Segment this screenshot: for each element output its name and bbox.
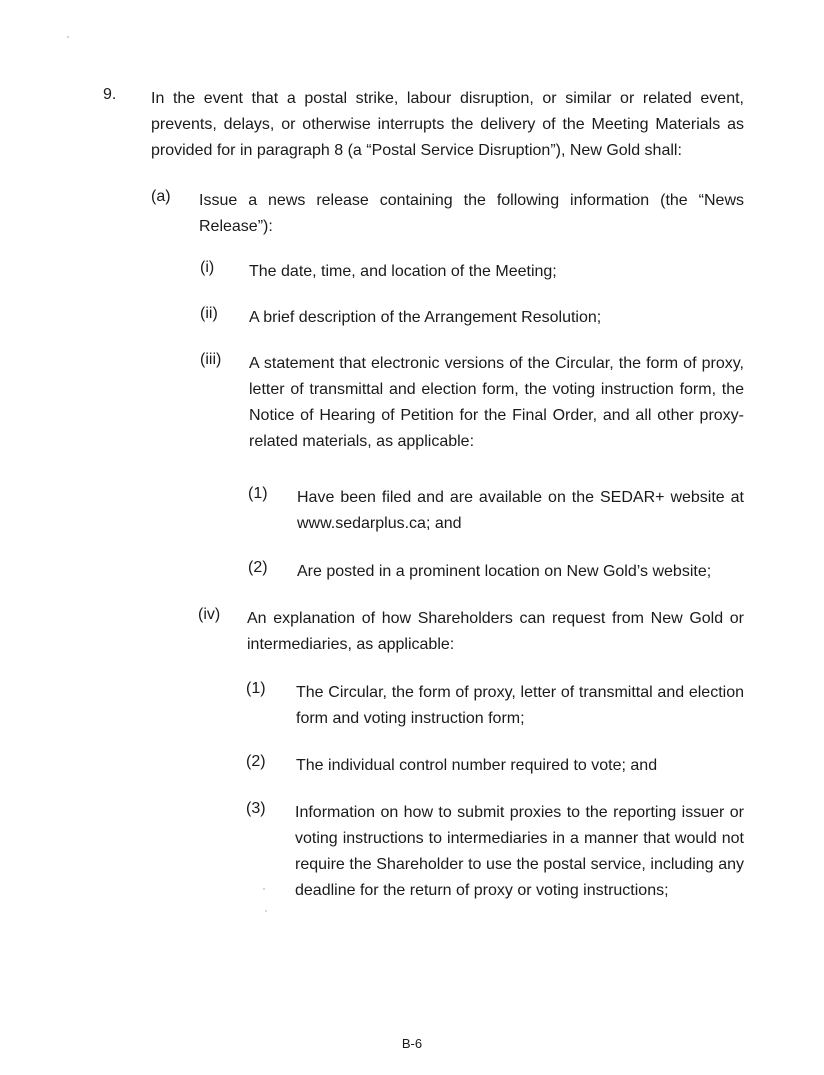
item-text: Have been filed and are available on the SEDAR+ website at www.sedarplus.ca; and bbox=[297, 489, 744, 532]
item-number: (1) bbox=[246, 680, 266, 697]
item-text: The Circular, the form of proxy, letter of transmittal and election form and voting instruction form; bbox=[296, 684, 744, 727]
subclause-text: The date, time, and location of the Meeting; bbox=[249, 263, 557, 280]
item-text: Information on how to submit proxies to the reporting issuer or voting instructions to intermediaries in a manner that would not require the Shareholder to use the postal service, including any deadline for the return of proxy or voting instructions; bbox=[295, 804, 744, 899]
item-number: (2) bbox=[246, 753, 266, 770]
item-number: (3) bbox=[246, 800, 266, 817]
item-text: The individual control number required to vote; and bbox=[296, 757, 658, 774]
subclause-text: A statement that electronic versions of the Circular, the form of proxy, letter of transmittal and election form, the voting instruction form, the Notice of Hearing of Petition for the Final Order, and all other proxy-related materials, as applicable: bbox=[249, 355, 744, 450]
scan-speck bbox=[265, 910, 267, 912]
paragraph-number: 9. bbox=[103, 86, 117, 103]
subclause-number: (i) bbox=[200, 259, 215, 276]
item-number: (2) bbox=[248, 559, 268, 576]
subclause-text: An explanation of how Shareholders can request from New Gold or intermediaries, as applicable: bbox=[247, 610, 744, 653]
subclause-number: (ii) bbox=[200, 305, 218, 322]
subclause-number: (iii) bbox=[200, 351, 222, 368]
scan-speck bbox=[263, 888, 265, 890]
paragraph-text: In the event that a postal strike, labour disruption, or similar or related event, prevents, delays, or otherwise interrupts the delivery of the Meeting Materials as provided for in paragraph 8 (a “Postal Service Disruption”), New Gold shall: bbox=[151, 90, 744, 159]
scan-speck bbox=[67, 36, 69, 38]
subclause-text: A brief description of the Arrangement Resolution; bbox=[249, 309, 602, 326]
subclause-number: (iv) bbox=[198, 606, 221, 623]
page-number: B-6 bbox=[401, 1036, 423, 1051]
clause-number: (a) bbox=[151, 188, 171, 205]
clause-text: Issue a news release containing the following information (the “News Release”): bbox=[199, 192, 744, 235]
item-number: (1) bbox=[248, 485, 268, 502]
item-text: Are posted in a prominent location on New Gold’s website; bbox=[297, 563, 712, 580]
